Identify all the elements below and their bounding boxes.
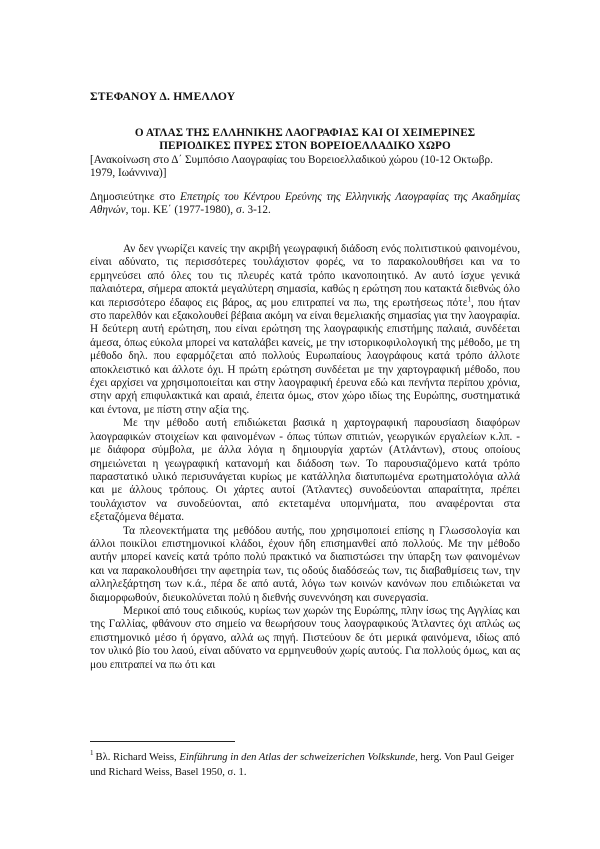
footnote — [90, 750, 520, 780]
publication-note — [90, 191, 520, 218]
footnote-work-title: Einführung in den Atlas der schweizerichen Volkskunde — [179, 752, 416, 763]
paragraph: Με την μέθοδο αυτή επιδιώκεται βασικά η χαρτογραφική παρουσίαση διαφόρων λαογραφικών στοιχείων και φαινομένων - όπως τύπων σπιτιών, γεωργικών εργαλείων κ.λπ. - με διάφορα σύμβολα, με άλλα λόγια η δημιουργία χαρτών (Ατλάντων), στους οποίους σημειώνεται η γεωγραφική κατανομή και διάδοση των. Το παρουσιαζόμενο κατά τρόπο παραστατικό υλικό περισυνάγεται κυρίως με κατάλληλα διατυπωμένα ερωτηματολόγια αλλά και με άλλους τρόπους. Οι χάρτες αυτοί (Άτλαντες) συνοδεύονται απαραίτητα, πρέπει τουλάχιστον να συνοδεύονται, από εκτεταμένα υπομνήματα, που αναφέρονται στα εξεταζόμενα θέματα. — [90, 417, 520, 524]
publication-journal: Επετηρίς του Κέντρου Ερεύνης της Ελληνικής Λαογραφίας της Ακαδημίας Αθηνών — [90, 191, 521, 217]
article-subtitle: [Ανακοίνωση στο Δ΄ Συμπόσιο Λαογραφίας του Βορειοελλαδικού χώρου (10-12 Οκτωβρ. 1979, Ιωάννινα)] — [90, 154, 493, 180]
paragraph: Αν δεν γνωρίζει κανείς την ακριβή γεωγραφική διάδοση ενός πολιτιστικού φαινομένου, είναι αδύνατο, τις περισσότερες τουλάχιστον φορές, να το παρακολουθήσει και να το ερμηνεύσει από όλες του τις πλευρές κατά τρόπο ικανοποιητικό. Αν αυτό ίσχυε γενικά παλαιότερα, σήμερα αποκτά μεγαλύτερη σημασία, καθώς η ερώτηση που κατακτά διεθνώς όλο και περισσότερο έδαφος εις βάρος, ας μου επιτραπεί να πω, της ερωτήσεως πότε$^1$, που ήταν στο παρελθόν και εξακολουθεί βέβαια ακόμη να είναι θεμελιακής σημασίας για την λαογραφία. Η δεύτερη αυτή ερώτηση, που είναι ερώτηση της λαογραφικής επιστήμης παλαιά, συνδέεται άμεσα, όπως εύκολα μπορεί να καταλάβει κανείς, με την ιστορικοφιλολογική της μέθοδο, με τη μέθοδο δηλ. που εφαρμόζεται από πολλούς Ευρωπαίους λαογράφους κατά τρόπο άλλοτε αποκλειστικό και άλλοτε όχι. Η πρώτη ερώτηση συνδέεται με την χαρτογραφική μέθοδο, που έχει αρχίσει να χρησιμοποιείται και στην λαογραφική έρευνα εδώ και πενήντα περίπου χρόνια, στην αρχή επιφυλακτικά και αραιά, έπειτα όμως, στον χώρο ιδίως της Ευρώπης, συστηματικά και έντονα, με πίστη στην αξία της. — [90, 243, 520, 416]
footnote-number: 1 — [90, 749, 94, 758]
footnote-suffix: , herg. Von Paul Geiger und Richard Weiss, Basel 1950, σ. 1. — [90, 752, 514, 778]
footnote-marker[interactable]: 1 — [467, 294, 471, 303]
paragraph: Τα πλεονεκτήματα της μεθόδου αυτής, που χρησιμοποιεί επίσης η Γλωσσολογία και άλλοι ποικίλοι επιστημονικοί κλάδοι, έχουν ήδη επισημανθεί από πολλούς. Με την μέθοδο αυτήν μπορεί κανείς κατά τρόπο πολύ πρακτικό να διαπιστώσει την ύπαρξη των φαινομένων και να παρακολουθήσει την αφετηρία των, τις οδούς διαδόσεώς των, τις διαβαθμίσεις των, την αλληλεξάρτηση των κ.ά., πέρα δε από αυτά, λόγω των κοινών κανόνων που επιδιώκεται να διαμορφωθούν, διευκολύνεται πολύ η διεθνής συνεννόηση και συνεργασία. — [90, 524, 520, 604]
paragraph: Μερικοί από τους ειδικούς, κυρίως των χωρών της Ευρώπης, πλην ίσως της Αγγλίας και της Γαλλίας, φθάνουν στο σημείο να θεωρήσουν τους λαογραφικούς Άτλαντες όχι απλώς ως επιστημονικό μέσο ή όργανο, αλλά ως πηγή. Πιστεύουν δε ότι μερικά φαινόμενα, ιδίως από τον υλικό βίο του λαού, είναι αδύνατο να ερμηνευθούν χωρίς αυτούς. Για πολλούς όμως, και ας μου επιτραπεί να πω ότι και — [90, 604, 520, 671]
article-title: Ο ΑΤΛΑΣ ΤΗΣ ΕΛΛΗΝΙΚΗΣ ΛΑΟΓΡΑΦΙΑΣ ΚΑΙ ΟΙ ΧΕΙΜΕΡΙΝΕΣ ΠΕΡΙΟΔΙΚΕΣ ΠΥΡΕΣ ΣΤΟΝ ΒΟΡΕΙΟΕΛΛΑΔΙΚΟ ΧΩΡΟ — [134, 127, 476, 152]
body-text — [90, 243, 520, 672]
publication-prefix: Δημοσιεύτηκε στο — [90, 191, 181, 203]
author-name: ΣΤΕΦΑΝΟΥ Δ. ΗΜΕΛΛΟΥ — [90, 90, 236, 103]
footnote-prefix: Βλ. Richard Weiss, — [95, 752, 180, 763]
title-block — [90, 127, 520, 181]
footnote-divider — [90, 741, 235, 742]
publication-suffix: , τομ. ΚΕ΄ (1977-1980), σ. 3-12. — [125, 204, 271, 217]
